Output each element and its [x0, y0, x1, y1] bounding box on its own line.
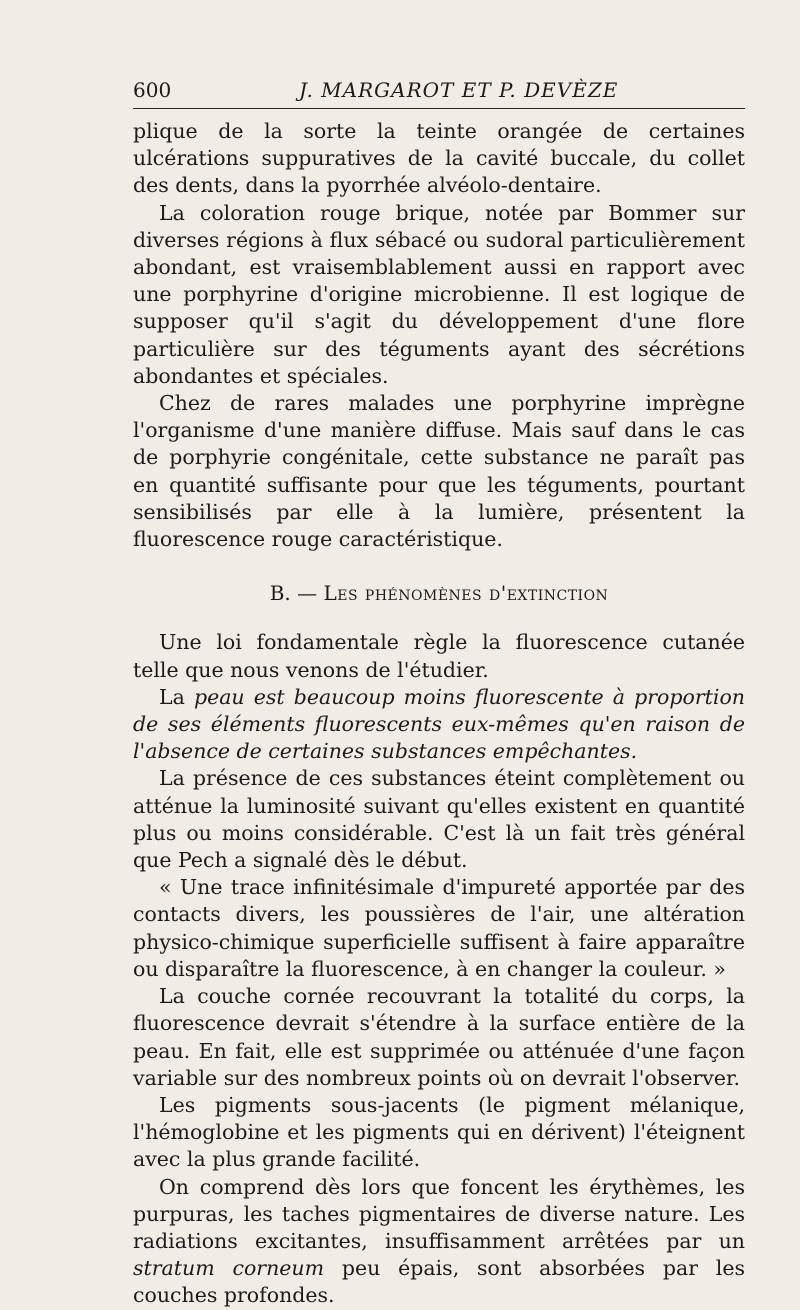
paragraph-lead: La: [159, 684, 194, 709]
paragraph: La présence de ces substances éteint complètement ou atténue la luminosité suivant qu'elles existent en quantité plus ou moins considérable. C'est là un fait très général que Pech a signalé dès le début.: [133, 766, 745, 873]
paragraph-tail: peu épais, sont absorbées par les couches profondes.: [133, 1256, 746, 1308]
italic-emphasis: peau est beaucoup moins fluorescente à proportion de ses éléments fluorescents eux-mêmes qu'en raison de l'absence de certaines substances empêchantes.: [133, 684, 745, 764]
paragraph: [133, 1174, 745, 1310]
italic-term: stratum corneum: [133, 1256, 325, 1281]
paragraph: plique de la sorte la teinte orangée de certaines ulcérations suppuratives de la cavité buccale, du collet des dents, dans la pyorrhée alvéolo-dentaire.: [133, 119, 745, 198]
paragraph-lead: On comprend dès lors que foncent les érythèmes, les purpuras, les taches pigmentaires de diverse nature. Les radiations excitantes, insuffisamment arrêtées par un: [133, 1174, 745, 1253]
paragraph: Les pigments sous-jacents (le pigment mélanique, l'hémoglobine et les pigments qui en dérivent) l'éteignent avec la plus grande facilité.: [133, 1092, 745, 1172]
section-title: Les phénomènes d'extinction: [323, 581, 609, 606]
paragraph: La couche cornée recouvrant la totalité du corps, la fluorescence devrait s'étendre à la surface entière de la peau. En fait, elle est supprimée ou atténuée d'une façon variable sur des nombreux points où on devrait l'observer.: [133, 984, 745, 1090]
page-header: [133, 68, 745, 109]
quotation: « Une trace infinitésimale d'impureté apportée par des contacts divers, les poussières de l'air, une altération physico-chimique superficielle suffisent à faire apparaître ou disparaître la fluorescence, à en changer la couleur. »: [133, 875, 745, 981]
page-number: 600: [133, 78, 172, 102]
running-head: J. MARGAROT ET P. DEVÈZE: [299, 78, 619, 102]
section-letter: B. —: [269, 581, 318, 606]
paragraph: Chez de rares malades une porphyrine imprègne l'organisme d'une manière diffuse. Mais sauf dans le cas de porphyrie congénitale, cette substance ne paraît pas en quantité suffisante pour que les téguments, pourtant sensibilisés par elle à la lumière, présentent la fluorescence rouge caractéristique.: [133, 391, 745, 552]
section-heading: [133, 580, 745, 607]
paragraph: Une loi fondamentale règle la fluorescence cutanée telle que nous venons de l'étudier.: [133, 630, 745, 682]
paragraph: La coloration rouge brique, notée par Bommer sur diverses régions à flux sébacé ou sudoral particulièrement abondant, est vraisemblablement aussi en rapport avec une porphyrine d'origine microbienne. Il est logique de supposer qu'il s'agit du développement d'une flore particulière sur des téguments ayant des sécrétions abondantes et spéciales.: [133, 200, 745, 388]
body-text: [133, 118, 745, 1310]
paragraph: [133, 684, 745, 766]
